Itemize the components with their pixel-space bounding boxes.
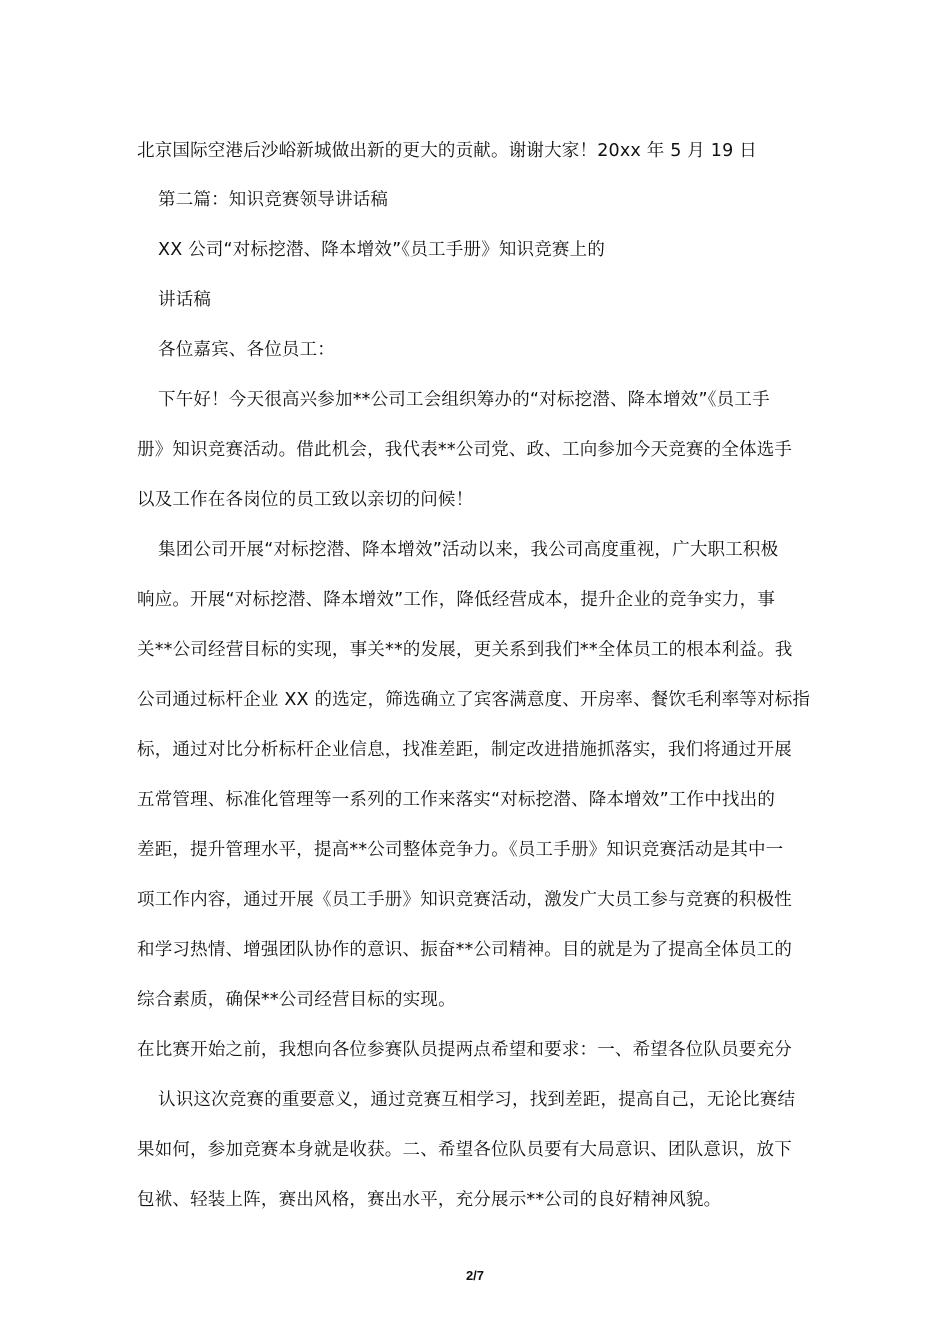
paragraph-1-line-1: 下午好！今天很高兴参加**公司工会组织筹办的“对标挖潜、降本增效”《员工手 bbox=[158, 390, 770, 410]
page-number: 2/7 bbox=[465, 1268, 485, 1283]
paragraph-3-line-3: 果如何，参加竞赛本身就是收获。二、希望各位队员要有大局意识、团队意识，放下 bbox=[137, 1140, 792, 1160]
paragraph-2-line-6: 五常管理、标准化管理等一系列的工作来落实“对标挖潜、降本增效”工作中找出的 bbox=[137, 790, 776, 810]
paragraph-2-line-4: 公司通过标杆企业 XX 的选定，筛选确立了宾客满意度、开房率、餐饮毛利率等对标指 bbox=[137, 690, 811, 710]
paragraph-2-line-7: 差距，提升管理水平，提高**公司整体竞争力。《员工手册》知识竞赛活动是其中一 bbox=[137, 840, 784, 860]
paragraph-1-line-2: 册》知识竞赛活动。借此机会，我代表**公司党、政、工向参加今天竞赛的全体选手 bbox=[137, 440, 793, 460]
paragraph-2-line-9: 和学习热情、增强团队协作的意识、振奋**公司精神。目的就是为了提高全体员工的 bbox=[137, 940, 793, 960]
text-line-1: 北京国际空港后沙峪新城做出新的更大的贡献。谢谢大家！20xx 年 5 月 19 日 bbox=[137, 141, 757, 161]
paragraph-1-line-3: 以及工作在各岗位的员工致以亲切的问候！ bbox=[137, 490, 474, 510]
paragraph-2-line-5: 标，通过对比分析标杆企业信息，找准差距，制定改进措施抓落实，我们将通过开展 bbox=[137, 740, 792, 760]
salutation: 各位嘉宾、各位员工： bbox=[158, 340, 335, 360]
paragraph-2-line-2: 响应。开展“对标挖潜、降本增效”工作，降低经营成本，提升企业的竞争实力，事 bbox=[137, 590, 776, 610]
paragraph-2-line-1: 集团公司开展“对标挖潜、降本增效”活动以来，我公司高度重视，广大职工积极 bbox=[158, 540, 779, 560]
section-heading: 第二篇：知识竞赛领导讲话稿 bbox=[158, 190, 389, 210]
paragraph-2-line-8: 项工作内容，通过开展《员工手册》知识竞赛活动，激发广大员工参与竞赛的积极性 bbox=[137, 890, 792, 910]
speech-title-line-2: 讲话稿 bbox=[158, 290, 212, 310]
paragraph-3-line-2: 认识这次竞赛的重要意义，通过竞赛互相学习，找到差距，提高自己，无论比赛结 bbox=[158, 1090, 796, 1110]
speech-title-line-1: XX 公司“对标挖潜、降本增效”《员工手册》知识竞赛上的 bbox=[158, 240, 606, 260]
paragraph-2-line-10: 综合素质，确保**公司经营目标的实现。 bbox=[137, 990, 456, 1010]
paragraph-2-line-3: 关**公司经营目标的实现，事关**的发展，更关系到我们**全体员工的根本利益。我 bbox=[137, 640, 793, 660]
paragraph-3-line-4: 包袱、轻装上阵，赛出风格，赛出水平，充分展示**公司的良好精神风貌。 bbox=[137, 1190, 722, 1210]
paragraph-3-line-1: 在比赛开始之前，我想向各位参赛队员提两点希望和要求：一、希望各位队员要充分 bbox=[137, 1040, 792, 1060]
